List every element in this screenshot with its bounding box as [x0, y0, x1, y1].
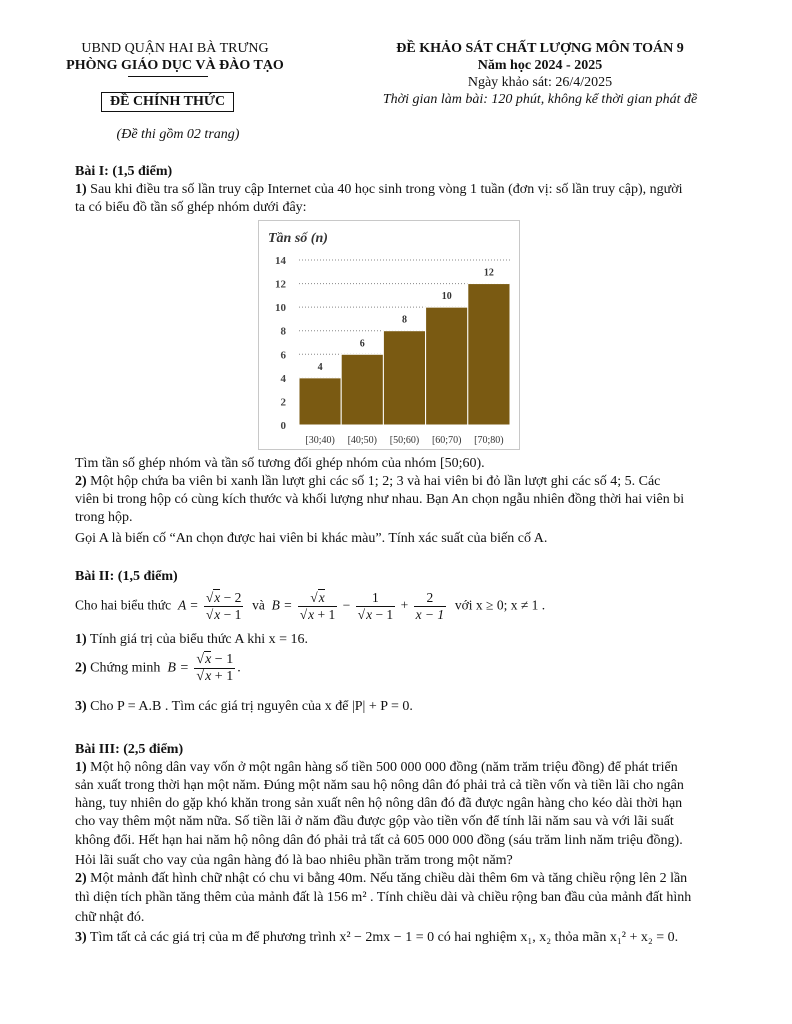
bai3-p2-line1: [75, 870, 720, 888]
and-text: và: [252, 597, 265, 613]
denominator-rest: + 1: [314, 607, 336, 622]
condition-text: với x ≥ 0; x ≠ 1 .: [454, 597, 546, 613]
A-label: A =: [177, 597, 199, 613]
bai1-title: Bài I: (1,5 điểm): [75, 164, 173, 179]
official-box: ĐỀ CHÍNH THỨC: [101, 92, 234, 112]
radicand: x: [205, 669, 212, 684]
data-label: 8: [402, 314, 407, 326]
radicand: x: [214, 590, 221, 605]
bai2-title: Bài II: (1,5 điểm): [75, 569, 178, 584]
bai2-q1: [75, 631, 308, 649]
frequency-bar-chart: [258, 220, 520, 450]
x-tick-label: [70;80): [474, 435, 504, 446]
paragraph-text: Sau khi điều tra số lần truy cập Internet của 40 học sinh trong vòng 1 tuần (đơn vị: số lần truy cập), người: [90, 182, 683, 197]
y-tick-label: 4: [280, 372, 286, 385]
bai3-p1-line3: hàng, tuy nhiên do gặp khó khăn trong sản xuất nên hộ nông dân đó đã được ngân hàng cho kéo dài thời hạn: [75, 796, 683, 811]
paragraph-text: Một hộ nông dân vay vốn ở một ngân hàng số tiền 500 000 000 đồng (năm trăm triệu đồng) để phát triển: [90, 760, 678, 775]
bar: [299, 378, 341, 425]
time-note: Thời gian làm bài: 120 phút, không kể thời gian phát đề: [382, 92, 698, 107]
sqrt-icon: √: [357, 607, 366, 622]
question-text: Tính giá trị của biểu thức A khi x = 16.: [89, 632, 308, 647]
radicand: x: [318, 590, 325, 605]
data-label: 10: [441, 291, 452, 303]
district-name: UBND QUẬN HAI BÀ TRƯNG: [81, 41, 269, 56]
radicand: x: [366, 607, 373, 622]
bai1-p1-line2: ta có biểu đồ tần số ghép nhóm dưới đây:: [75, 200, 307, 215]
denominator: x − 1: [415, 607, 445, 622]
denominator-rest: + 1: [211, 669, 234, 684]
item-number: 3): [75, 699, 87, 714]
y-tick-label: 14: [275, 255, 286, 267]
sqrt-icon: √: [196, 652, 205, 667]
paragraph-text: Một mảnh đất hình chữ nhật có chu vi bằng 40m. Nếu tăng chiều dài thêm 6m và tăng chiều rộng lên 2 lần: [90, 871, 688, 886]
item-number: 1): [75, 632, 87, 647]
numerator: 2: [414, 590, 447, 607]
bai2-q2: [75, 652, 241, 685]
chart-title: Tần số (n): [268, 231, 328, 246]
bai2-expressions-line: [75, 590, 545, 623]
bai3-p1-line4: cho vay thêm một năm nữa. Số tiền lãi ở năm đầu được gộp vào tiền vốn để tính lãi năm sau và với lãi suất: [75, 814, 674, 829]
exam-date: Ngày khảo sát: 26/4/2025: [467, 75, 613, 90]
radicand: x: [214, 607, 221, 622]
sqrt-icon: √: [299, 607, 308, 622]
y-tick-label: 2: [280, 396, 286, 409]
x-tick-label: [30;40): [305, 435, 335, 446]
bai3-p1-line5: không đổi. Hết hạn hai năm hộ nông dân đó phải trả tất cả 605 000 000 đồng (sáu trăm linh năm triệu đồng).: [75, 833, 683, 848]
y-tick-label: 10: [275, 302, 286, 315]
pages-note: (Đề thi gồm 02 trang): [116, 127, 240, 142]
item-number: 3): [75, 930, 87, 945]
x-tick-label: [50;60): [389, 435, 420, 446]
bai1-p2-line3: trong hộp.: [75, 510, 133, 525]
radicand: x: [205, 652, 212, 667]
radicand: x: [308, 607, 315, 622]
item-number: 1): [75, 182, 87, 197]
sqrt-icon: √: [310, 590, 318, 605]
y-tick-label: 8: [280, 325, 286, 338]
paragraph-text: Một hộp chứa ba viên bi xanh lần lượt ghi các số 1; 2; 3 và hai viên bi đỏ lần lượt ghi các số 4; 5. Các: [90, 474, 661, 489]
bai1-p1-line1: [75, 181, 720, 199]
data-label: 4: [317, 361, 323, 373]
bai2-q3: [75, 698, 413, 716]
y-tick-label: 0: [280, 420, 286, 432]
bar: [426, 307, 468, 425]
y-tick-label: 6: [280, 349, 286, 362]
period: .: [237, 660, 241, 676]
bai3-p1-line2: sản xuất trong thời hạn một năm. Đúng một năm sau hộ nông dân đó phải trả cả tiền vốn và tiền lãi cho ngân: [75, 778, 684, 793]
bai1-p2-line1: [75, 473, 720, 491]
numerator-rest: − 2: [220, 590, 242, 605]
B-label: B =: [271, 597, 293, 613]
bai1-question-line: Tìm tần số ghép nhóm và tần số tương đối ghép nhóm của nhóm [50;60).: [75, 456, 485, 471]
bai3-p1-line6: Hỏi lãi suất cho vay của ngân hàng đó là bao nhiêu phần trăm trong một năm?: [75, 853, 513, 868]
A-fraction: [204, 590, 244, 623]
bai3-title: Bài III: (2,5 điểm): [75, 742, 184, 757]
sqrt-icon: √: [196, 669, 205, 684]
denominator-rest: − 1: [220, 607, 242, 622]
item-number: 2): [75, 660, 87, 676]
bai3-p2-line3: chữ nhật đó.: [75, 910, 145, 925]
exam-title: ĐỀ KHẢO SÁT CHẤT LƯỢNG MÔN TOÁN 9: [396, 41, 684, 56]
B-fraction-2: [356, 590, 396, 623]
bai3-p3: [75, 929, 720, 947]
numerator-rest: − 1: [211, 652, 234, 667]
y-tick-label: 12: [275, 278, 286, 291]
header-right: [360, 40, 720, 108]
header-left: [55, 40, 295, 74]
intro-text: Cho hai biểu thức: [75, 597, 172, 613]
paragraph-text: Tìm tất cả các giá trị của m để phương trình x² − 2mx − 1 = 0 có hai nghiệm x₁, x₂ thỏa mãn x₁² + x₂ = 0.: [89, 930, 679, 945]
sqrt-icon: √: [205, 607, 214, 622]
department-name: PHÒNG GIÁO DỤC VÀ ĐÀO TẠO: [66, 58, 284, 73]
bai1-p2-line4: Gọi A là biến cố “An chọn được hai viên bi khác màu”. Tính xác suất của biến cố A.: [75, 531, 548, 546]
plus-sign: +: [400, 597, 409, 613]
numerator: 1: [356, 590, 396, 607]
bai1-p2-line2: viên bi trong hộp có cùng kích thước và khối lượng như nhau. Bạn An chọn ngẫu nhiên đồng thời hai viên bi: [75, 492, 685, 507]
bai3-p1-line1: [75, 759, 720, 777]
bar: [468, 284, 510, 425]
bar: [383, 331, 425, 425]
data-label: 12: [483, 267, 494, 279]
item-number: 2): [75, 871, 87, 886]
x-tick-label: [40;50): [347, 435, 378, 446]
B-label: B =: [167, 660, 189, 676]
B-fraction-3: [414, 590, 447, 623]
question-text: Chứng minh: [90, 660, 161, 676]
sqrt-icon: √: [205, 590, 214, 605]
B-fraction-1: [298, 590, 338, 623]
item-number: 2): [75, 474, 87, 489]
minus-sign: −: [342, 597, 351, 613]
school-year: Năm học 2024 - 2025: [477, 58, 603, 73]
question-text: Cho P = A.B . Tìm các giá trị nguyên của x để |P| + P = 0.: [90, 699, 413, 714]
bai3-p2-line2: thì diện tích phần tăng thêm của mảnh đất là 156 m² . Tính chiều dài và chiều rộng ban đầu của mảnh đất hình: [75, 890, 692, 905]
bar: [341, 354, 383, 425]
B-simplified-fraction: [194, 652, 235, 685]
x-tick-label: [60;70): [431, 435, 462, 446]
department-underline: [128, 76, 208, 77]
denominator-rest: − 1: [372, 607, 394, 622]
item-number: 1): [75, 760, 87, 775]
data-label: 6: [359, 338, 365, 350]
